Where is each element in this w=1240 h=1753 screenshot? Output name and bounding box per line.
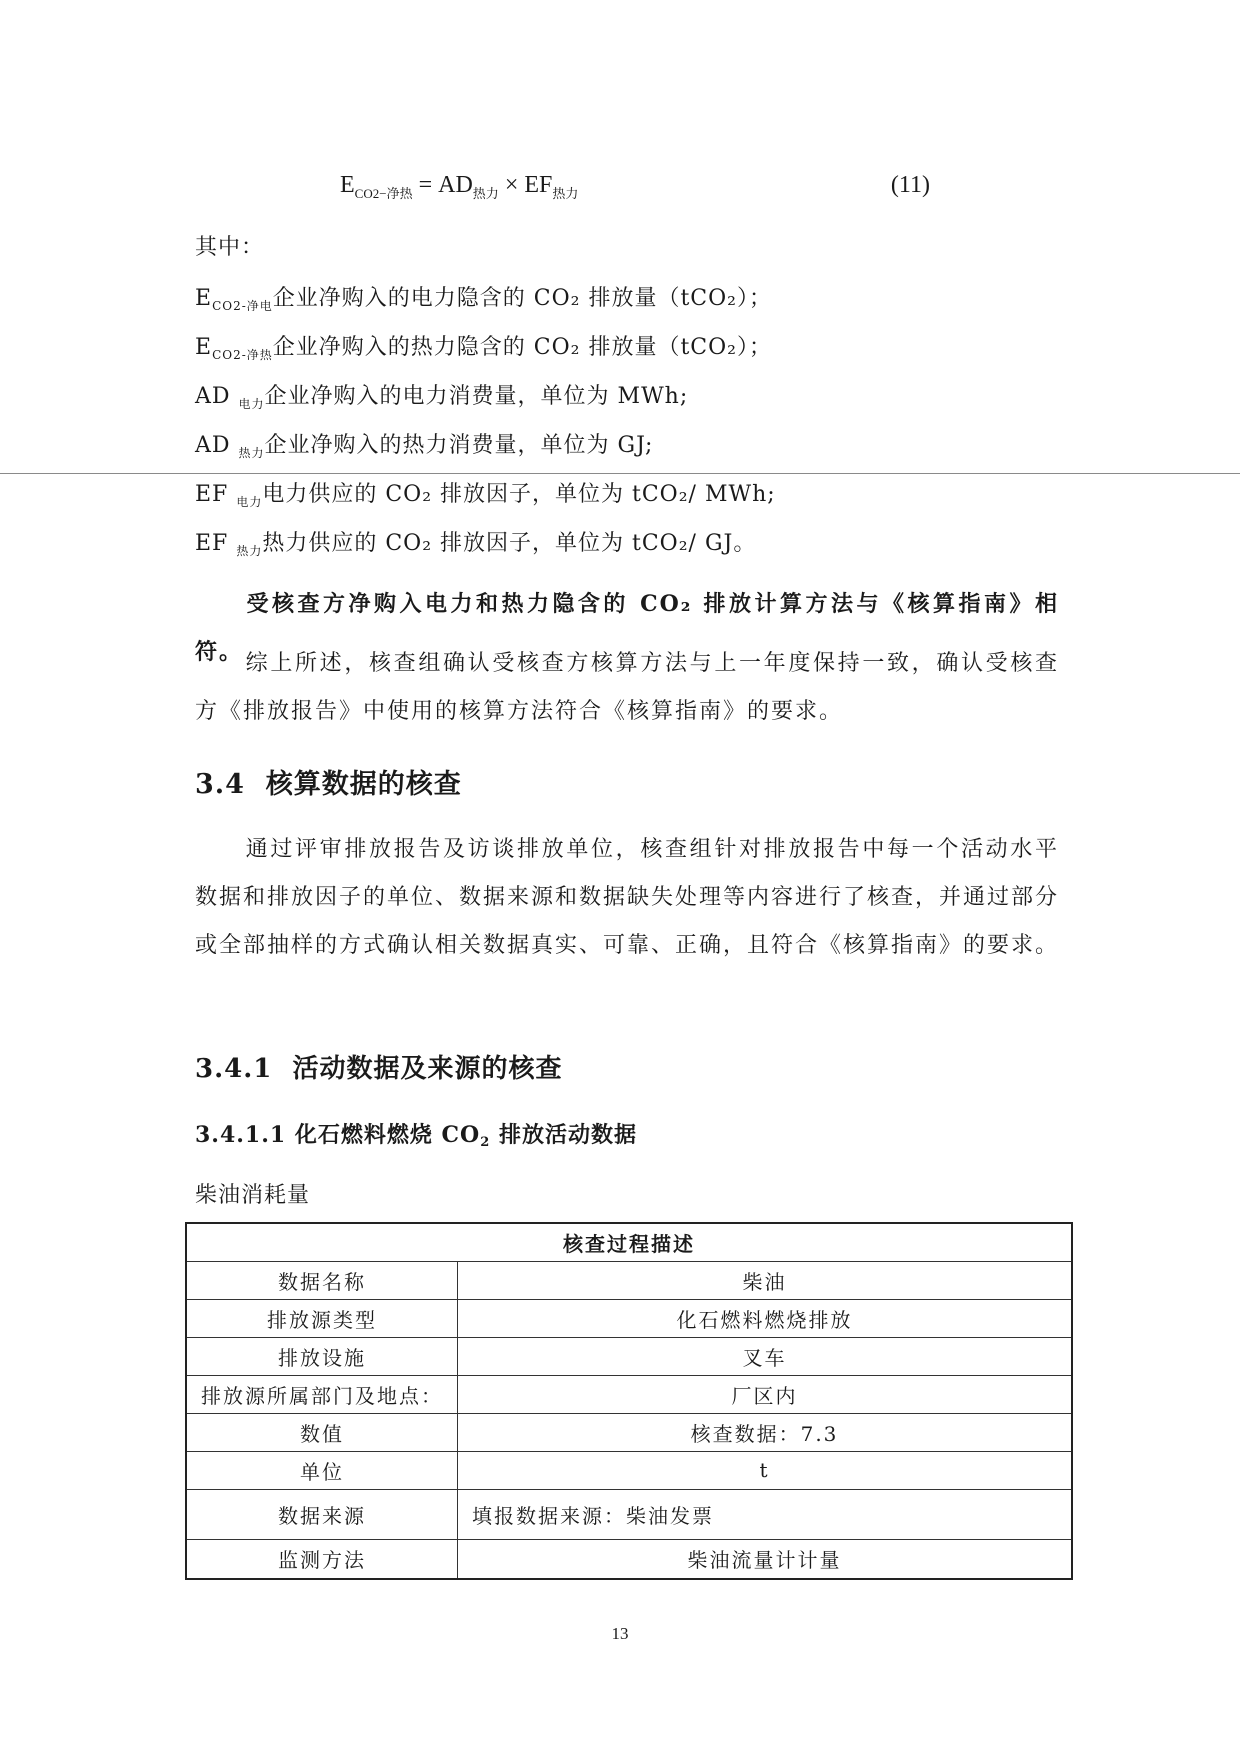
table-header-cell: 核查过程描述 (186, 1223, 1072, 1261)
section-3-4-text: 通过评审排放报告及访谈排放单位，核查组针对排放报告中每一个活动水平数据和排放因子的单位、数据来源和数据缺失处理等内容进行了核查，并通过部分或全部抽样的方式确认相关数据真实、可靠、正确，且符合《核算指南》的要求。 (195, 837, 1060, 958)
eq-ef-symbol: EF (524, 172, 553, 198)
def-text: 企业净购入的电力隐含的 CO₂ 排放量（tCO₂）； (272, 286, 772, 311)
section-title: 核算数据的核查 (265, 769, 462, 800)
row-label: 单位 (186, 1451, 458, 1489)
def-symbol: AD (195, 433, 239, 458)
def-subscript: 电力 (238, 397, 265, 411)
definition-row (195, 430, 653, 469)
section-title-subscript: 2 (480, 1135, 491, 1150)
definition-row (195, 283, 772, 322)
definition-row (195, 528, 756, 567)
table-row (186, 1451, 1072, 1489)
def-symbol: E (195, 286, 213, 311)
row-label: 排放设施 (186, 1337, 458, 1375)
def-text: 企业净购入的电力消费量，单位为 MWh; (264, 384, 689, 409)
def-symbol: EF (195, 531, 237, 556)
eq-e-subscript: CO2−净热 (354, 186, 413, 201)
equation-expression (340, 172, 578, 202)
row-value: 柴油流量计计量 (458, 1539, 1073, 1579)
eq-ef-subscript: 热力 (552, 186, 579, 201)
table-row (186, 1539, 1072, 1579)
summary-paragraph (195, 640, 1059, 736)
table-row (186, 1337, 1072, 1375)
equation-11 (340, 172, 930, 212)
row-label: 数据来源 (186, 1489, 458, 1539)
definition-row (195, 479, 776, 518)
row-label: 排放源所属部门及地点： (186, 1375, 458, 1413)
section-number: 3.4.1.1 (195, 1122, 287, 1148)
def-symbol: EF (195, 482, 237, 507)
diesel-verification-table (185, 1222, 1073, 1580)
section-heading-3-4 (195, 762, 462, 801)
row-label: 排放源类型 (186, 1299, 458, 1337)
def-subscript: 热力 (236, 544, 263, 558)
eq-times: × (498, 172, 525, 198)
table-row (186, 1489, 1072, 1539)
section-3-4-paragraph (195, 826, 1059, 970)
page-number: 13 (611, 1624, 629, 1643)
section-title: 活动数据及来源的核查 (292, 1054, 563, 1084)
def-symbol: AD (195, 384, 239, 409)
def-text: 热力供应的 CO₂ 排放因子，单位为 tCO₂/ GJ。 (262, 531, 757, 556)
section-heading-3-4-1-1 (195, 1118, 637, 1150)
section-heading-3-4-1 (195, 1048, 563, 1085)
section-number: 3.4.1 (195, 1054, 273, 1084)
section-title-part: 化石燃料燃烧 CO (294, 1122, 481, 1148)
def-subscript: CO2-净热 (212, 348, 273, 362)
scan-artifact-line (0, 473, 1240, 474)
def-text: 企业净购入的热力隐含的 CO₂ 排放量（tCO₂）； (272, 335, 772, 360)
row-label: 数值 (186, 1413, 458, 1451)
table-caption: 柴油消耗量 (195, 1183, 311, 1208)
def-text: 电力供应的 CO₂ 排放因子，单位为 tCO₂/ MWh; (262, 482, 776, 507)
eq-ad-subscript: 热力 (472, 186, 499, 201)
row-value: 核查数据：7.3 (458, 1413, 1073, 1451)
definition-row (195, 381, 688, 420)
def-text: 企业净购入的热力消费量，单位为 GJ; (264, 433, 654, 458)
table-row (186, 1375, 1072, 1413)
table-row (186, 1413, 1072, 1451)
row-value: t (458, 1451, 1073, 1489)
row-label: 数据名称 (186, 1261, 458, 1299)
def-subscript: 电力 (236, 495, 263, 509)
table-row (186, 1299, 1072, 1337)
table-row (186, 1261, 1072, 1299)
eq-e-symbol: E (340, 172, 355, 198)
row-value: 填报数据来源：柴油发票 (458, 1489, 1073, 1539)
row-value: 柴油 (458, 1261, 1073, 1299)
summary-text: 综上所述，核查组确认受核查方核算方法与上一年度保持一致，确认受核查方《排放报告》中使用的核算方法符合《核算指南》的要求。 (195, 651, 1059, 724)
row-label: 监测方法 (186, 1539, 458, 1579)
eq-ad-symbol: AD (438, 172, 473, 198)
row-value: 厂区内 (458, 1375, 1073, 1413)
def-subscript: 热力 (238, 446, 265, 460)
def-symbol: E (195, 335, 213, 360)
table-header-row (186, 1223, 1072, 1261)
row-value: 叉车 (458, 1337, 1073, 1375)
equation-number: (11) (890, 172, 930, 198)
conclusion-text: 受核查方净购入电力和热力隐含的 CO₂ 排放计算方法与《核算指南》相符。 (195, 591, 1059, 665)
eq-equals: = (412, 172, 439, 198)
def-subscript: CO2-净电 (212, 299, 273, 313)
section-number: 3.4 (195, 769, 245, 800)
where-label: 其中： (195, 235, 265, 260)
section-title-part: 排放活动数据 (490, 1122, 637, 1148)
definition-row (195, 332, 772, 371)
row-value: 化石燃料燃烧排放 (458, 1299, 1073, 1337)
